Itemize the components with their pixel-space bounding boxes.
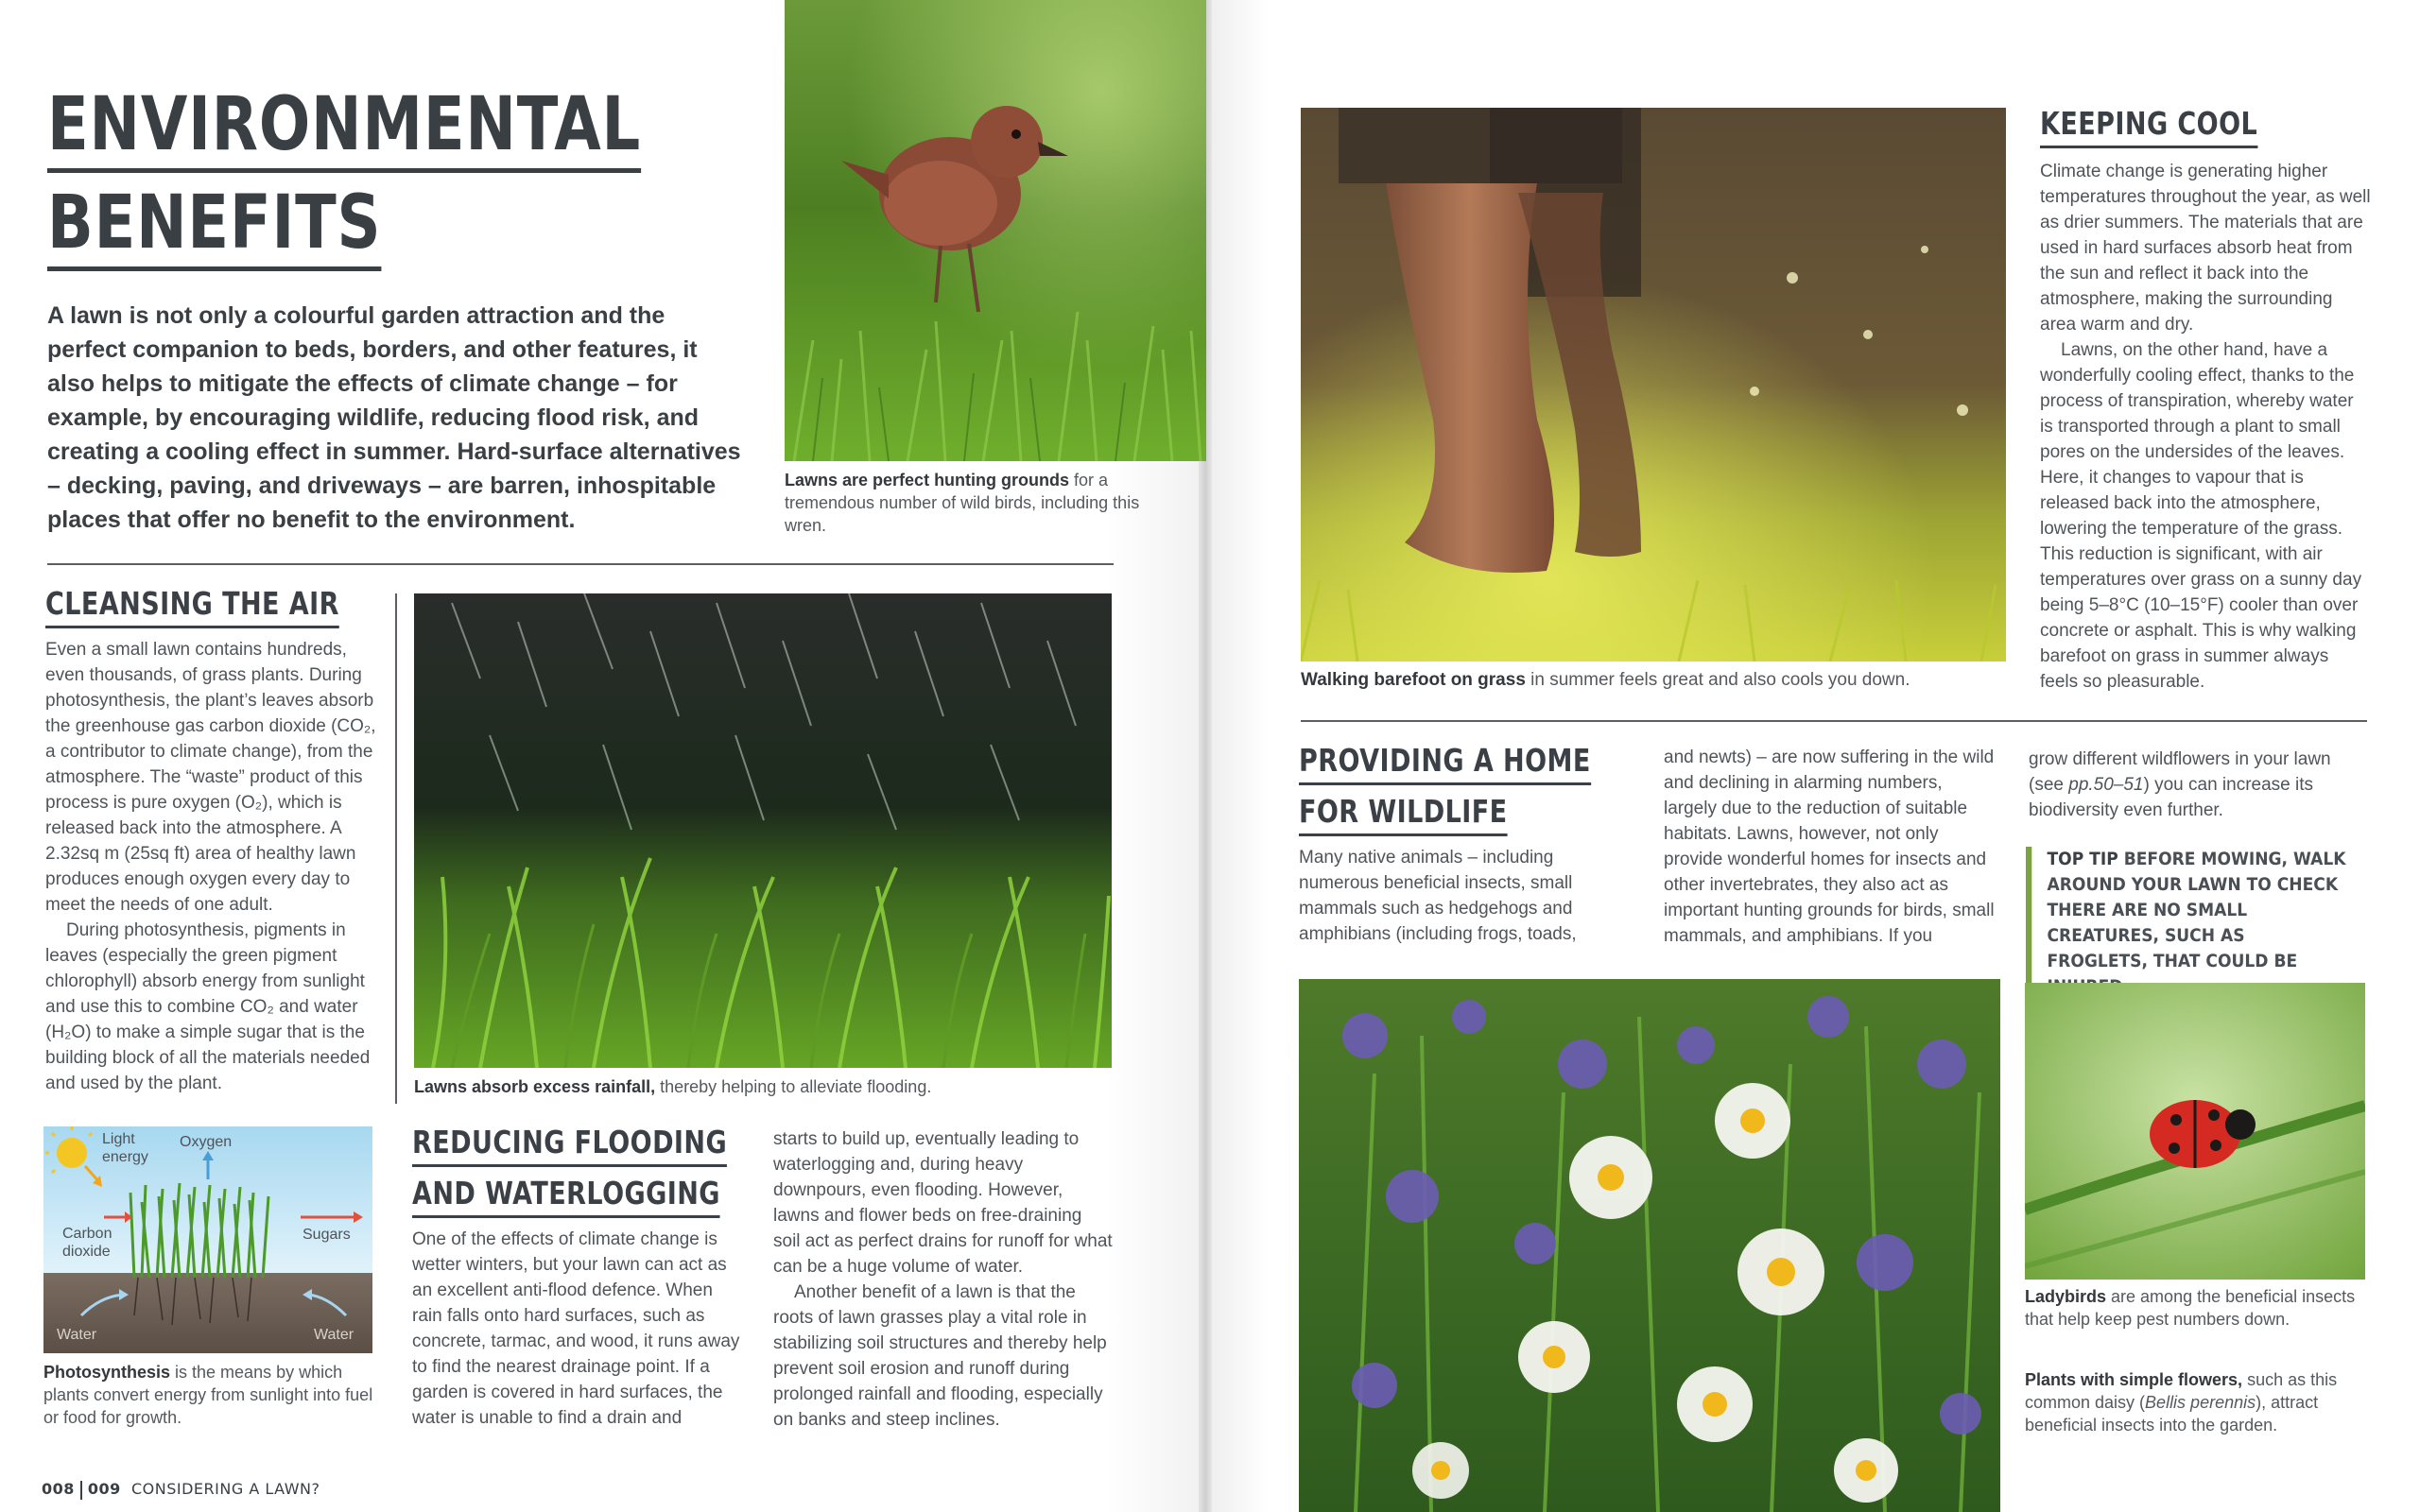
wren-caption-bold: Lawns are perfect hunting grounds [785, 471, 1070, 490]
keeping-cool-body [2040, 159, 2371, 695]
wildlife-heading [1299, 735, 1591, 837]
cleansing-paragraph-2: During photosynthesis, pigments in leaves (especially the green pigment chlorophyll) absorb energy from sunlight and use this to combine CO₂ and water (H₂O) to make a simple sugar that is the building block of all the materials needed and used by the plant. [45, 920, 371, 1093]
rain-image [414, 593, 1112, 1068]
cleansing-heading-text: CLEANSING THE AIR [45, 582, 339, 628]
daisy-caption-text-1: such as this common daisy ( [2025, 1370, 2338, 1412]
daisy-caption [2025, 1368, 2375, 1436]
right-divider [1301, 720, 2367, 722]
wildlife-col-1 [1299, 845, 1596, 947]
wildlife-col-1-text: Many native animals – including numerous beneficial insects, small mammals such as hedgehogs and amphibians (including frogs, toads, [1299, 848, 1577, 944]
daisy-photo [1299, 979, 2000, 1512]
label-oxygen: Oxygen [180, 1134, 233, 1150]
wren-image [785, 0, 1206, 461]
sun-icon [57, 1138, 87, 1168]
flooding-col-1 [412, 1227, 747, 1431]
wren-caption [785, 469, 1163, 537]
footer-section-title: CONSIDERING A LAWN? [130, 1480, 320, 1498]
wildlife-col-3-part-2: ) you can increase its biodiversity even further. [2029, 775, 2314, 820]
wildlife-col-3-part-1: grow different wildflowers in your lawn (see [2029, 749, 2331, 795]
wildlife-heading-line-2: FOR WILDLIFE [1299, 790, 1508, 836]
wildlife-page-reference: pp.50–51 [2068, 775, 2144, 795]
daisy-caption-text-2: ), attract beneficial insects into the garden. [2025, 1393, 2319, 1435]
keeping-cool-paragraph-2: Lawns, on the other hand, have a wonderfully cooling effect, thanks to the process of transpiration, whereby water is transported through a plant to small pores on the undersides of the leaves. Here, it changes to vapour that is released back into the atmosphere, lowering the temperature of the grass. This reduction is significant, with air temperatures over grass on a sunny day being 5–8°C (10–15°F) cooler than over concrete or asphalt. This is why walking barefoot on grass in summer always feels so pleasurable. [2040, 340, 2362, 692]
cleansing-body [45, 637, 378, 1096]
photosynthesis-caption-bold: Photosynthesis [43, 1363, 171, 1382]
label-water-left: Water [57, 1327, 97, 1343]
barefoot-photo [1301, 108, 2006, 662]
wildlife-col-2 [1664, 745, 1995, 949]
label-carbon: Carbon [62, 1226, 112, 1242]
flooding-col-1-text: One of the effects of climate change is wetter winters, but your lawn can act as an excellent anti-flood defence. When rain falls onto hard surfaces, such as concrete, tarmac, and wood, it runs away to find the nearest drainage point. If a garden is covered in hard surfaces, the water is unable to find a drain and [412, 1229, 740, 1428]
page-title-line-2: BENEFITS [47, 180, 381, 271]
page-number-right: 009 [87, 1480, 121, 1498]
label-water-right: Water [314, 1327, 354, 1343]
top-tip-text: BEFORE MOWING, WALK AROUND YOUR LAWN TO CHECK THERE ARE NO SMALL CREATURES, SUCH AS FROGLETS, THAT COULD BE [2047, 849, 2346, 971]
keeping-cool-heading-text: KEEPING COOL [2040, 102, 2257, 148]
wildlife-col-2-text: and newts) – are now suffering in the wild and declining in alarming numbers, largely due to the reduction of suitable habitats. Lawns, however, not only provide wonderful homes for insects and other invertebrates, they also act as important hunting grounds for birds, small mammals, and amphibians. If you [1664, 747, 1995, 946]
wildlife-col-3-text [2029, 747, 2369, 823]
ladybird-image [2025, 983, 2365, 1280]
ladybird-caption [2025, 1285, 2375, 1331]
photosynthesis-caption [43, 1361, 374, 1429]
rain-photo [414, 593, 1112, 1068]
cleansing-heading [45, 578, 339, 629]
flooding-heading-line-2: AND WATERLOGGING [412, 1172, 720, 1218]
top-tip-box [2026, 847, 2349, 1000]
label-sugars: Sugars [302, 1227, 351, 1243]
daisy-caption-bold: Plants with simple flowers, [2025, 1370, 2243, 1389]
barefoot-caption [1301, 669, 2006, 692]
rain-caption-text: thereby helping to alleviate flooding. [655, 1077, 932, 1096]
photosynthesis-caption-text: is the means by which plants convert energy from sunlight into fuel or food for growth. [43, 1363, 373, 1427]
rain-caption [414, 1075, 1112, 1098]
page-title [47, 76, 641, 272]
flooding-heading-line-1: REDUCING FLOODING [412, 1121, 727, 1167]
daisy-caption-latin: Bellis perennis [2145, 1393, 2256, 1412]
daisy-image [1299, 979, 2000, 1512]
top-tip-label: TOP TIP [2047, 849, 2118, 869]
label-light: Light [102, 1131, 135, 1147]
label-light-energy [102, 1130, 148, 1166]
label-energy: energy [102, 1149, 148, 1165]
wildlife-heading-line-1: PROVIDING A HOME [1299, 739, 1591, 785]
column-divider [395, 593, 397, 1104]
ladybird-caption-text: are among the beneficial insects that help keep pest numbers down. [2025, 1287, 2356, 1329]
page-number-left: 008 [42, 1480, 75, 1498]
barefoot-image [1301, 108, 2006, 662]
flooding-col-2 [773, 1126, 1114, 1433]
ladybird-photo [2025, 983, 2365, 1280]
footer-separator [80, 1481, 82, 1500]
photosynthesis-diagram [43, 1126, 372, 1353]
intro-paragraph: A lawn is not only a colourful garden attraction and the perfect companion to beds, borders, and other features, it also helps to mitigate the effects of climate change – for example, by encouraging wildlife, reducing flood risk, and creating a cooling effect in summer. Hard-surface alternatives – decking, paving, and driveways – are barren, inhospitable places that offer no benefit to the environment. [47, 302, 741, 533]
keeping-cool-paragraph-1: Climate change is generating higher temperatures throughout the year, as well as drier summers. The materials that are used in hard surfaces absorb heat from the sun and reflect it back into the atmosphere, making the surrounding area warm and dry. [2040, 162, 2371, 335]
keeping-cool-heading [2040, 98, 2257, 149]
flooding-col-2-paragraph-2: Another benefit of a lawn is that the roots of lawn grasses play a vital role in stabilizing soil structures and thereby help prevent soil erosion and runoff during prolonged rainfall and flooding, especially on banks and steep inclines. [773, 1282, 1107, 1430]
page-title-line-1: ENVIRONMENTAL [47, 81, 641, 173]
cleansing-paragraph-1: Even a small lawn contains hundreds, even thousands, of grass plants. During photosynthesis, the plant’s leaves absorb the greenhouse gas carbon dioxide (CO₂, a contributor to climate change), from the atmosphere. The “waste” product of this process is pure oxygen (O₂), which is released back into the atmosphere. A 2.32sq m (25sq ft) area of healthy lawn produces enough oxygen every day to meet the needs of one adult. [45, 640, 376, 915]
page-footer [42, 1480, 320, 1500]
rain-caption-bold: Lawns absorb excess rainfall, [414, 1077, 656, 1096]
label-dioxide: dioxide [62, 1244, 111, 1260]
wren-caption-text: for a tremendous number of wild birds, including this wren. [785, 471, 1140, 535]
barefoot-caption-bold: Walking barefoot on grass [1301, 670, 1526, 690]
barefoot-caption-text: in summer feels great and also cools you down. [1525, 670, 1910, 690]
label-carbon-dioxide [62, 1225, 112, 1261]
intro-divider [47, 563, 1114, 565]
wildlife-col-3 [2029, 747, 2369, 823]
ladybird-caption-bold: Ladybirds [2025, 1287, 2107, 1306]
flooding-col-2-paragraph-1: starts to build up, eventually leading to waterlogging and, during heavy downpours, even flooding. However, lawns and flower beds on free-draining soil act as perfect drains for runoff for what can be a huge volume of water. [773, 1129, 1113, 1277]
flooding-heading [412, 1117, 727, 1219]
wren-photo [785, 0, 1206, 461]
